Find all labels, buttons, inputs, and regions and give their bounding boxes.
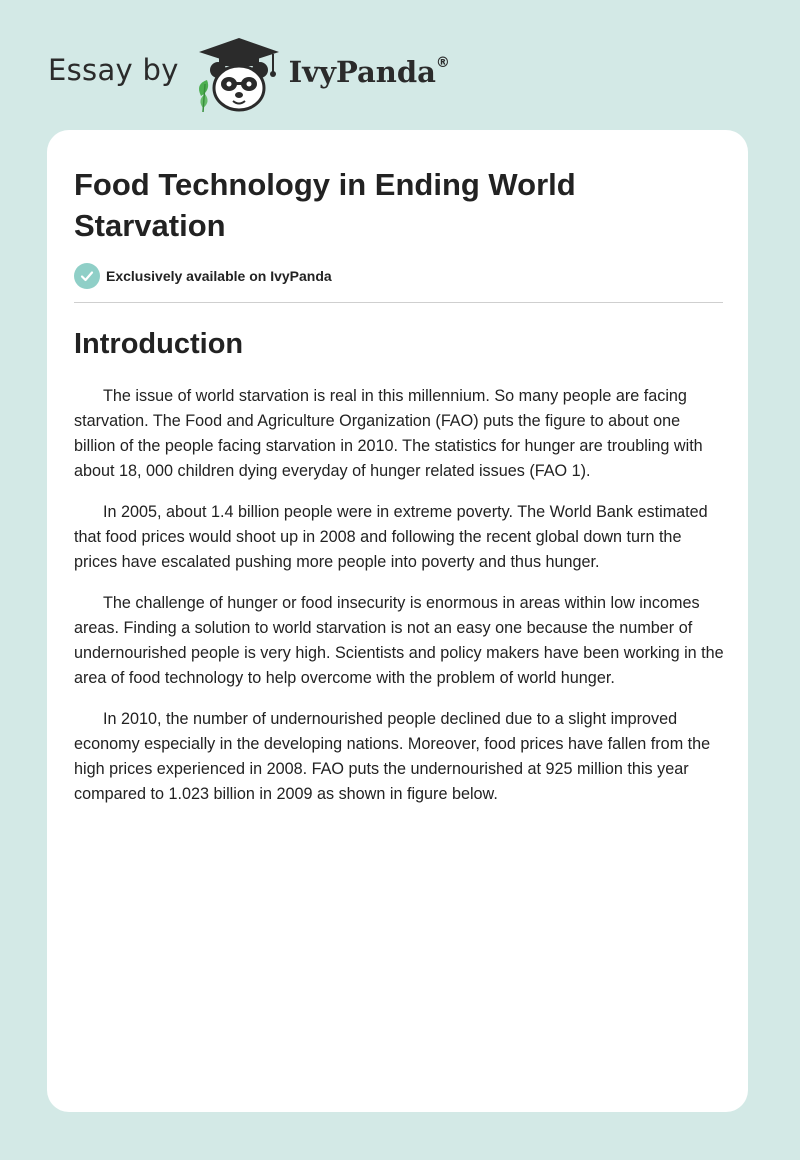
page-title: Food Technology in Ending World Starvation [74,167,576,243]
paragraph: In 2010, the number of undernourished people declined due to a slight improved economy especially in the developing nations. Moreover, food prices have fallen from the high prices experienced in 2008. FAO puts the undernourished at 925 million this year compared to 1.023 billion in 2009 as shown in figure below. [74,710,711,803]
brand-logo-text[interactable]: IvyPanda® [288,55,450,89]
divider [74,302,723,303]
paragraph: The challenge of hunger or food insecurity is enormous in areas within low incomes areas. Finding a solution to world starvation is not an easy one because the number of undernourished people is very high. Scientists and policy makers have been working in the area of food technology to help overcome with the problem of world hunger. [74,594,724,687]
essay-card [47,130,748,1112]
check-circle-icon [74,263,100,289]
essay-body [74,384,725,823]
paragraph: The issue of world starvation is real in this millennium. So many people are facing starvation. The Food and Agriculture Organization (FAO) puts the figure to about one billion of the people facing starvation in 2010. The statistics for hunger are troubling with about 18, 000 children dying everyday of hunger related issues (FAO 1). [74,387,703,480]
essay-by-label: Essay by [48,53,179,87]
section-heading: Introduction [74,328,244,360]
site-header [48,34,548,114]
paragraph: In 2005, about 1.4 billion people were in extreme poverty. The World Bank estimated that food prices would shoot up in 2008 and following the recent global down turn the prices have escalated pushing more people into poverty and thus hunger. [74,503,708,571]
exclusive-badge-label: Exclusively available on IvyPanda [106,268,332,284]
panda-graduate-icon [193,34,285,114]
exclusive-badge [74,263,332,289]
